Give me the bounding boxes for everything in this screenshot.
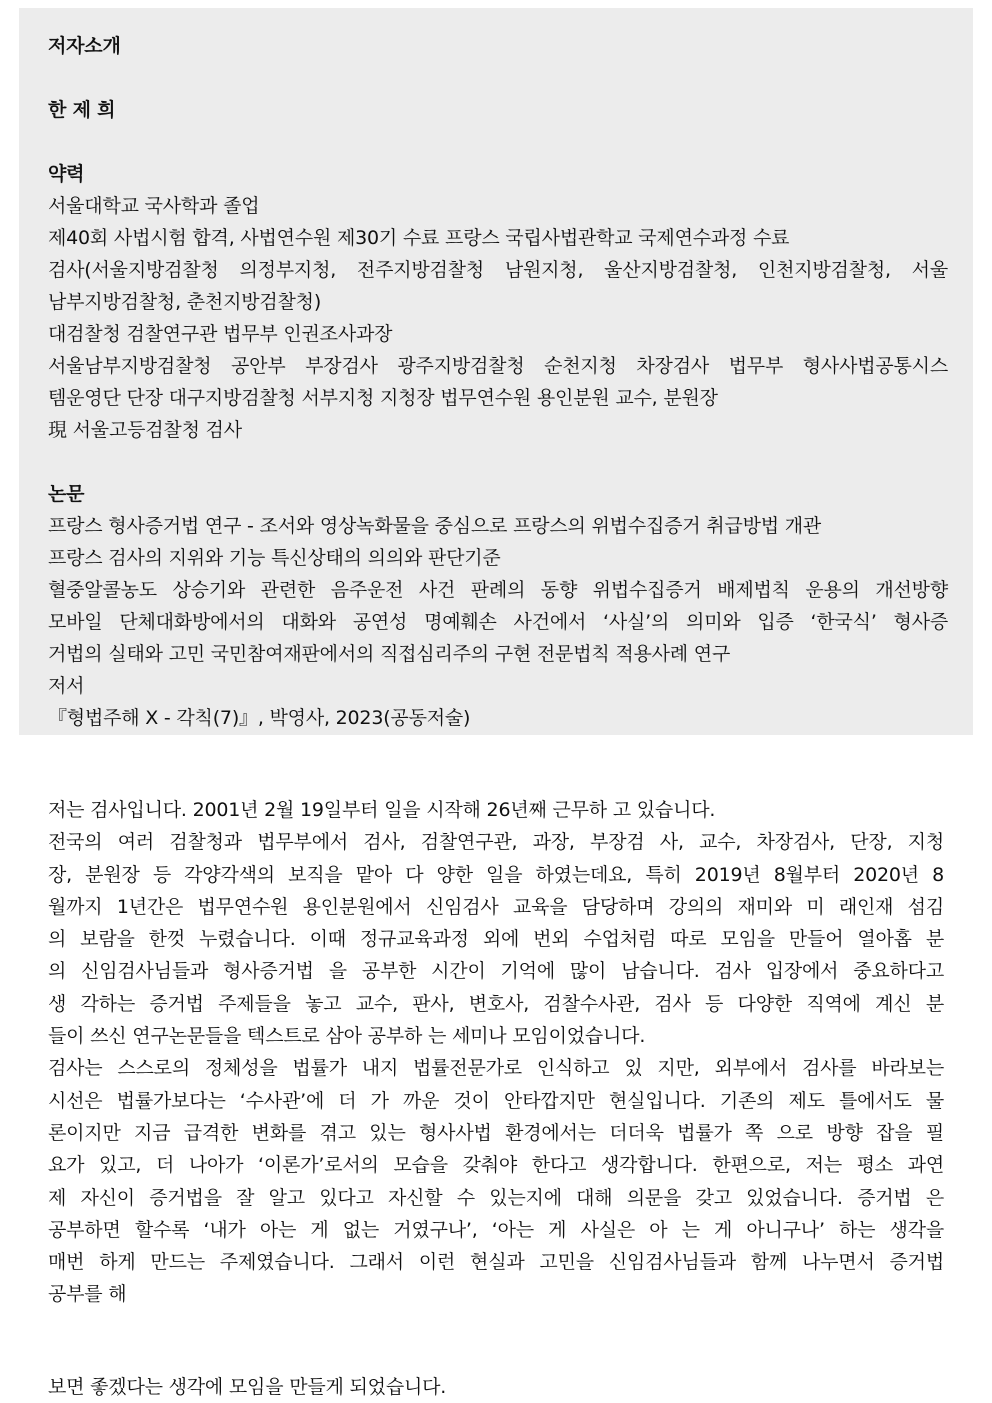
papers-heading: 논문 — [48, 483, 85, 505]
author-bio-box — [19, 8, 973, 735]
body-line: 매번 하게 만드는 주제였습니다. 그래서 이런 현실과 고민을 신임검사님들과 함께 나누면서 증거법 — [48, 1251, 944, 1274]
body-line: 공부를 해 — [48, 1283, 127, 1306]
closing-line: 보면 좋겠다는 생각에 모임을 만들게 되었습니다. — [48, 1376, 447, 1398]
author-bio-content — [48, 30, 948, 734]
body-line: 검사는 스스로의 정체성을 법률가 내지 법률전문가로 인식하고 있 지만, 외부에서 검사를 바라보는 — [48, 1057, 944, 1080]
paper-item: 프랑스 검사의 지위와 기능 특신상태의 의의와 판단기준 — [48, 547, 501, 569]
paper-item: 거법의 실태와 고민 국민참여재판에서의 직접심리주의 구현 전문법칙 적용사례 연구 — [48, 643, 731, 665]
body-line: 들이 쓰신 연구논문들을 텍스트로 삼아 공부하 는 세미나 모임이었습니다. — [48, 1025, 646, 1048]
career-item: 대검찰청 검찰연구관 법무부 인권조사과장 — [48, 323, 393, 345]
career-item: 검사(서울지방검찰청 의정부지청, 전주지방검찰청 남원지청, 울산지방검찰청, 인천지방검찰청, 서울 — [48, 259, 948, 281]
paper-item: 혈중알콜농도 상승기와 관련한 음주운전 사건 판례의 동향 위법수집증거 배제법칙 운용의 개선방향 — [48, 579, 948, 601]
body-line: 전국의 여러 검찰청과 법무부에서 검사, 검찰연구관, 과장, 부장검 사, 교수, 차장검사, 단장, 지청 — [48, 831, 944, 854]
books-heading: 저서 — [48, 675, 85, 697]
career-heading: 약력 — [48, 163, 85, 185]
body-line: 저는 검사입니다. 2001년 2월 19일부터 일을 시작해 26년째 근무하 고 있습니다. — [48, 799, 716, 821]
career-item: 現 서울고등검찰청 검사 — [48, 419, 242, 441]
preface-body — [48, 794, 944, 1311]
book-item: 『형법주해 Ⅹ - 각칙(7)』, 박영사, 2023(공동저술) — [48, 707, 471, 729]
bio-heading: 저자소개 — [48, 35, 121, 57]
body-line: 생 각하는 증거법 주제들을 놓고 교수, 판사, 변호사, 검찰수사관, 검사 등 다양한 직역에 계신 분 — [48, 992, 944, 1015]
paper-item: 모바일 단체대화방에서의 대화와 공연성 명예훼손 사건에서 ‘사실’의 의미와 입증 ‘한국식’ 형사증 — [48, 611, 948, 633]
body-line: 월까지 1년간은 법무연수원 용인분원에서 신임검사 교육을 담당하며 강의의 재미와 미 래인재 섬김 — [48, 895, 944, 918]
body-line: 공부하면 할수록 ‘내가 아는 게 없는 거였구나’, ‘아는 게 사실은 아 는 게 아니구나’ 하는 생각을 — [48, 1218, 944, 1241]
career-item: 제40회 사법시험 합격, 사법연수원 제30기 수료 프랑스 국립사법관학교 국제연수과정 수료 — [48, 227, 790, 249]
spacer — [48, 126, 948, 158]
career-item: 서울남부지방검찰청 공안부 부장검사 광주지방검찰청 순천지청 차장검사 법무부 형사사법공통시스 — [48, 355, 948, 377]
career-item: 템운영단 단장 대구지방검찰청 서부지청 지청장 법무연수원 용인분원 교수, 분원장 — [48, 387, 718, 409]
body-line: 요가 있고, 더 나아가 ‘이론가’로서의 모습을 갖춰야 한다고 생각합니다. 한편으로, 저는 평소 과연 — [48, 1154, 944, 1177]
author-name: 한 제 희 — [48, 99, 116, 121]
body-line: 시선은 법률가보다는 ‘수사관’에 더 가 까운 것이 안타깝지만 현실입니다. 기존의 제도 틀에서도 물 — [48, 1089, 944, 1112]
body-line: 론이지만 지금 급격한 변화를 겪고 있는 형사사법 환경에서는 더더욱 법률가 쪽 으로 방향 잡을 필 — [48, 1121, 944, 1144]
paper-item: 프랑스 형사증거법 연구 - 조서와 영상녹화물을 중심으로 프랑스의 위법수집증거 취급방법 개관 — [48, 515, 822, 537]
career-item: 남부지방검찰청, 춘천지방검찰청) — [48, 291, 322, 313]
body-line: 의 보람을 한껏 누렸습니다. 이때 정규교육과정 외에 번외 수업처럼 따로 모임을 만들어 열아홉 분 — [48, 928, 944, 951]
body-line: 장, 분원장 등 각양각색의 보직을 맡아 다 양한 일을 하였는데요, 특히 2019년 8월부터 2020년 8 — [48, 863, 944, 886]
career-item: 서울대학교 국사학과 졸업 — [48, 195, 260, 217]
spacer — [48, 446, 948, 478]
body-line: 제 자신이 증거법을 잘 알고 있다고 자신할 수 있는지에 대해 의문을 갖고 있었습니다. 증거법 은 — [48, 1186, 944, 1209]
spacer — [48, 62, 948, 94]
body-line: 의 신임검사님들과 형사증거법 을 공부한 시간이 기억에 많이 남습니다. 검사 입장에서 중요하다고 — [48, 960, 944, 983]
